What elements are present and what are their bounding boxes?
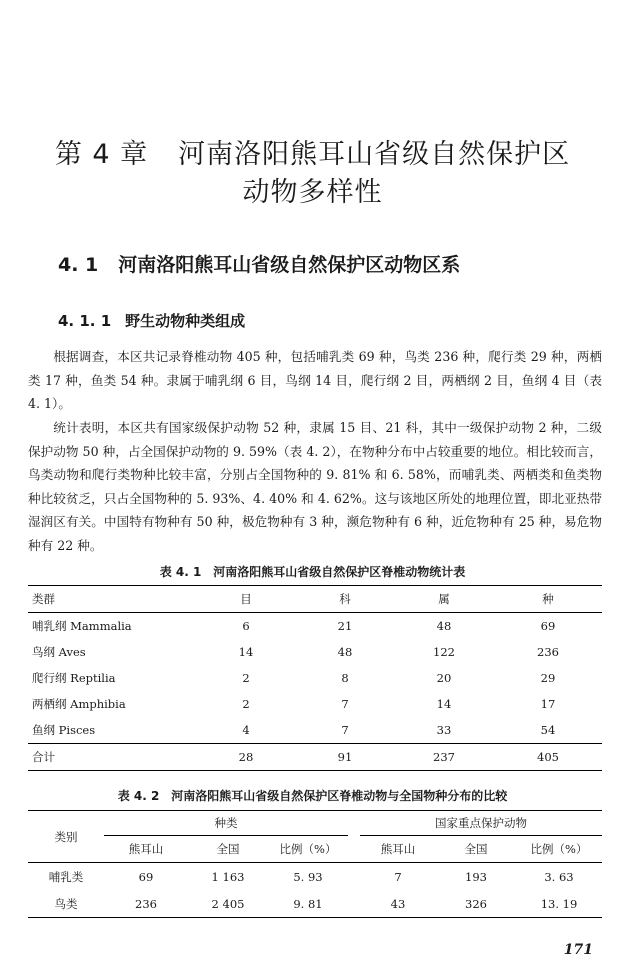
table-cell: 合计 [32,750,55,764]
table-cell: 33 [436,723,452,737]
table-cell: 鸟类 [54,896,78,911]
table-cell: 237 [433,750,455,764]
chapter-title-line1 [0,136,625,174]
table-cell: 6 [242,619,250,633]
table-cell: 7 [341,723,349,737]
table-cell: 鸟纲 Aves [32,645,86,659]
table-cell: 326 [465,896,487,911]
table-cell: 爬行纲 Reptilia [32,671,116,685]
table-row [28,890,602,918]
table-cell: 8 [341,671,349,685]
table-cell: 21 [337,619,353,633]
table-cell: 哺乳类 [48,869,84,884]
species-comparison-table [28,810,602,918]
chapter-title-text: 河南洛阳熊耳山省级自然保护区 [178,139,571,170]
subheader-cell: 比例（%） [530,842,588,856]
table1-caption: 表 4. 1 河南洛阳熊耳山省级自然保护区脊椎动物统计表 [159,565,466,579]
subheader-cell: 熊耳山 [380,842,416,856]
row-header-cell: 类别 [54,829,78,844]
vertebrate-stats-table [28,585,602,771]
table-cell: 48 [436,619,452,633]
table-cell: 69 [138,869,154,884]
section-heading [58,250,460,277]
paragraph-2: 统计表明，本区共有国家级保护动物 52 种，隶属 15 目、21 科，其中一级保护动物 2 种，二级保护动物 50 种，占全国保护动物的 9. 59%（表 4. 2），在物种分布中占较重要的地位。相比较而言，鸟类动物和爬行类物种比较丰富，分别占全国物种的 9. 81% 和 6. 58%，而哺乳类、两栖类和鱼类物种比较贫乏，只占全国物种的 5. 93%、4. 40% 和 4. 62%。这与该地区所处的地理位置，即北亚热带湿润区有关。中国特有物种有 50 种，极危物种有 3 种，濒危物种有 6 种，近危物种有 25 种，易危物种有 22 种。 [28,420,602,553]
table-cell: 2 405 [211,896,245,911]
table-cell: 91 [337,750,353,764]
table-cell: 5. 93 [293,869,323,884]
cell-gap [348,863,360,891]
header-cell: 科 [339,592,351,606]
header-cell: 类群 [32,592,55,606]
table-cell: 236 [135,896,157,911]
header-gap [348,811,360,836]
paragraph-1: 根据调查，本区共记录脊椎动物 405 种，包括哺乳类 69 种，鸟类 236 种，爬行类 29 种，两栖类 17 种，鱼类 54 种。隶属于哺乳纲 6 目，鸟纲 14 目，爬行纲 2 目，两栖纲 2 目，鱼纲 4 目（表 4. 1）。 [28,349,602,411]
table-cell: 13. 19 [540,896,578,911]
header-cell: 属 [438,592,450,606]
table-cell: 哺乳纲 Mammalia [32,619,132,633]
subheader-cell: 全国 [464,842,488,856]
table-total-row [28,744,602,771]
page-number: 171 [563,942,593,958]
subsection-heading [58,310,245,331]
group-header-species: 种类 [104,811,348,836]
table-cell: 193 [465,869,487,884]
table-cell: 405 [537,750,559,764]
group-header-protected: 国家重点保护动物 [360,811,602,836]
table-cell: 3. 63 [544,869,574,884]
table-row [28,665,602,691]
table-group-header-row [28,811,602,836]
table-cell: 2 [242,671,250,685]
table-row [28,691,602,717]
table-cell: 鱼纲 Pisces [32,723,96,737]
table-cell: 48 [337,645,353,659]
table-row [28,863,602,891]
table-cell: 7 [341,697,349,711]
subheader-cell: 比例（%） [279,842,337,856]
table-row [28,639,602,665]
header-cell: 目 [240,592,252,606]
table-cell: 14 [238,645,254,659]
section-number: 4. 1 [58,254,99,276]
table-cell: 29 [540,671,556,685]
table-row [28,717,602,744]
table-subheader-row [28,836,602,863]
subheader-cell: 全国 [216,842,240,856]
table2-caption: 表 4. 2 河南洛阳熊耳山省级自然保护区脊椎动物与全国物种分布的比较 [117,789,508,803]
table-cell: 69 [540,619,556,633]
chapter-title-line2: 动物多样性 [242,177,383,208]
cell-gap [348,890,360,918]
table-cell: 20 [436,671,452,685]
table-header-row [28,586,602,613]
table-cell: 两栖纲 Amphibia [32,697,126,711]
header-gap [348,836,360,863]
subheader-cell: 熊耳山 [128,842,164,856]
table-cell: 14 [436,697,452,711]
table-cell: 54 [540,723,556,737]
table-cell: 43 [390,896,406,911]
subsection-title: 野生动物种类组成 [125,312,246,330]
table-cell: 2 [242,697,250,711]
table-cell: 1 163 [211,869,245,884]
chapter-number: 第 4 章 [54,139,149,170]
table-cell: 236 [537,645,559,659]
table-cell: 4 [242,723,250,737]
subsection-number: 4. 1. 1 [58,312,112,330]
table-cell: 9. 81 [293,896,323,911]
table-row [28,613,602,640]
table-cell: 17 [540,697,556,711]
chapter-title [0,136,625,212]
header-cell: 种 [542,592,554,606]
section-title: 河南洛阳熊耳山省级自然保护区动物区系 [118,254,461,276]
table-cell: 7 [394,869,402,884]
table-cell: 28 [238,750,254,764]
table-cell: 122 [433,645,455,659]
